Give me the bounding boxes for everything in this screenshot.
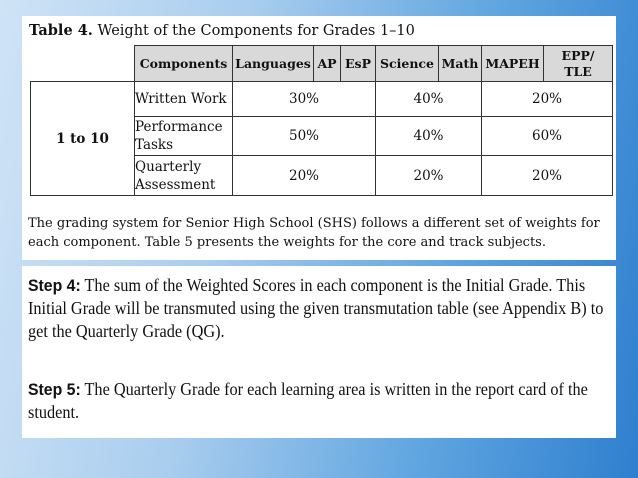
step-4 [28,274,614,343]
weight-cell-group1: 50% [233,117,376,156]
component-cell [135,82,233,117]
weight-cell-group1: 20% [233,156,376,196]
header-esp: EsP [341,46,376,82]
weight-cell-group1: 30% [233,82,376,117]
header-math: Math [439,46,482,82]
step-5 [28,378,614,424]
header-epp-tle [544,46,613,82]
table-header-row [31,46,613,82]
step-5-label: Step 5: [28,380,81,399]
header-tle: TLE [564,63,592,79]
weight-cell-group3: 20% [482,82,613,117]
component-cell [135,117,233,156]
step-4-label: Step 4: [28,276,81,295]
table-caption-label: Table 4. [29,22,93,39]
table-caption [29,22,415,39]
weight-cell-group3: 20% [482,156,613,196]
weight-cell-group2: 40% [376,117,482,156]
weight-cell-group3: 60% [482,117,613,156]
weight-cell-group2: 40% [376,82,482,117]
weight-cell-group2: 20% [376,156,482,196]
header-mapeh: MAPEH [482,46,544,82]
component-line: Quarterly [135,158,202,175]
weights-table [30,45,613,196]
table-corner [31,46,135,82]
steps-panel [22,266,616,438]
shs-note: The grading system for Senior High School (SHS) follows a different set of weights for each component. Table 5 presents the weights for the core and track subjects. [28,216,600,250]
component-line: Tasks [135,137,174,153]
header-components: Components [135,46,233,82]
component-line: Performance [135,119,223,135]
header-languages: Languages [233,46,314,82]
table-caption-text: Weight of the Components for Grades 1–10 [92,23,415,39]
step-4-text: The sum of the Weighted Scores in each component is the Initial Grade. This Initial Grade will be transmuted using the given transmutation table (see Appendix B) to get the Quarterly Grade (QG). [28,275,604,341]
table-panel [22,16,616,260]
component-cell [135,156,233,196]
header-epp: EPP/ [561,47,595,63]
grade-level-cell: 1 to 10 [31,82,135,196]
step-5-text: The Quarterly Grade for each learning area is written in the report card of the student. [28,379,588,422]
table-row [31,82,613,117]
component-line: Written Work [135,91,227,107]
header-ap: AP [314,46,341,82]
header-science: Science [376,46,439,82]
component-line: Assessment [135,176,216,193]
